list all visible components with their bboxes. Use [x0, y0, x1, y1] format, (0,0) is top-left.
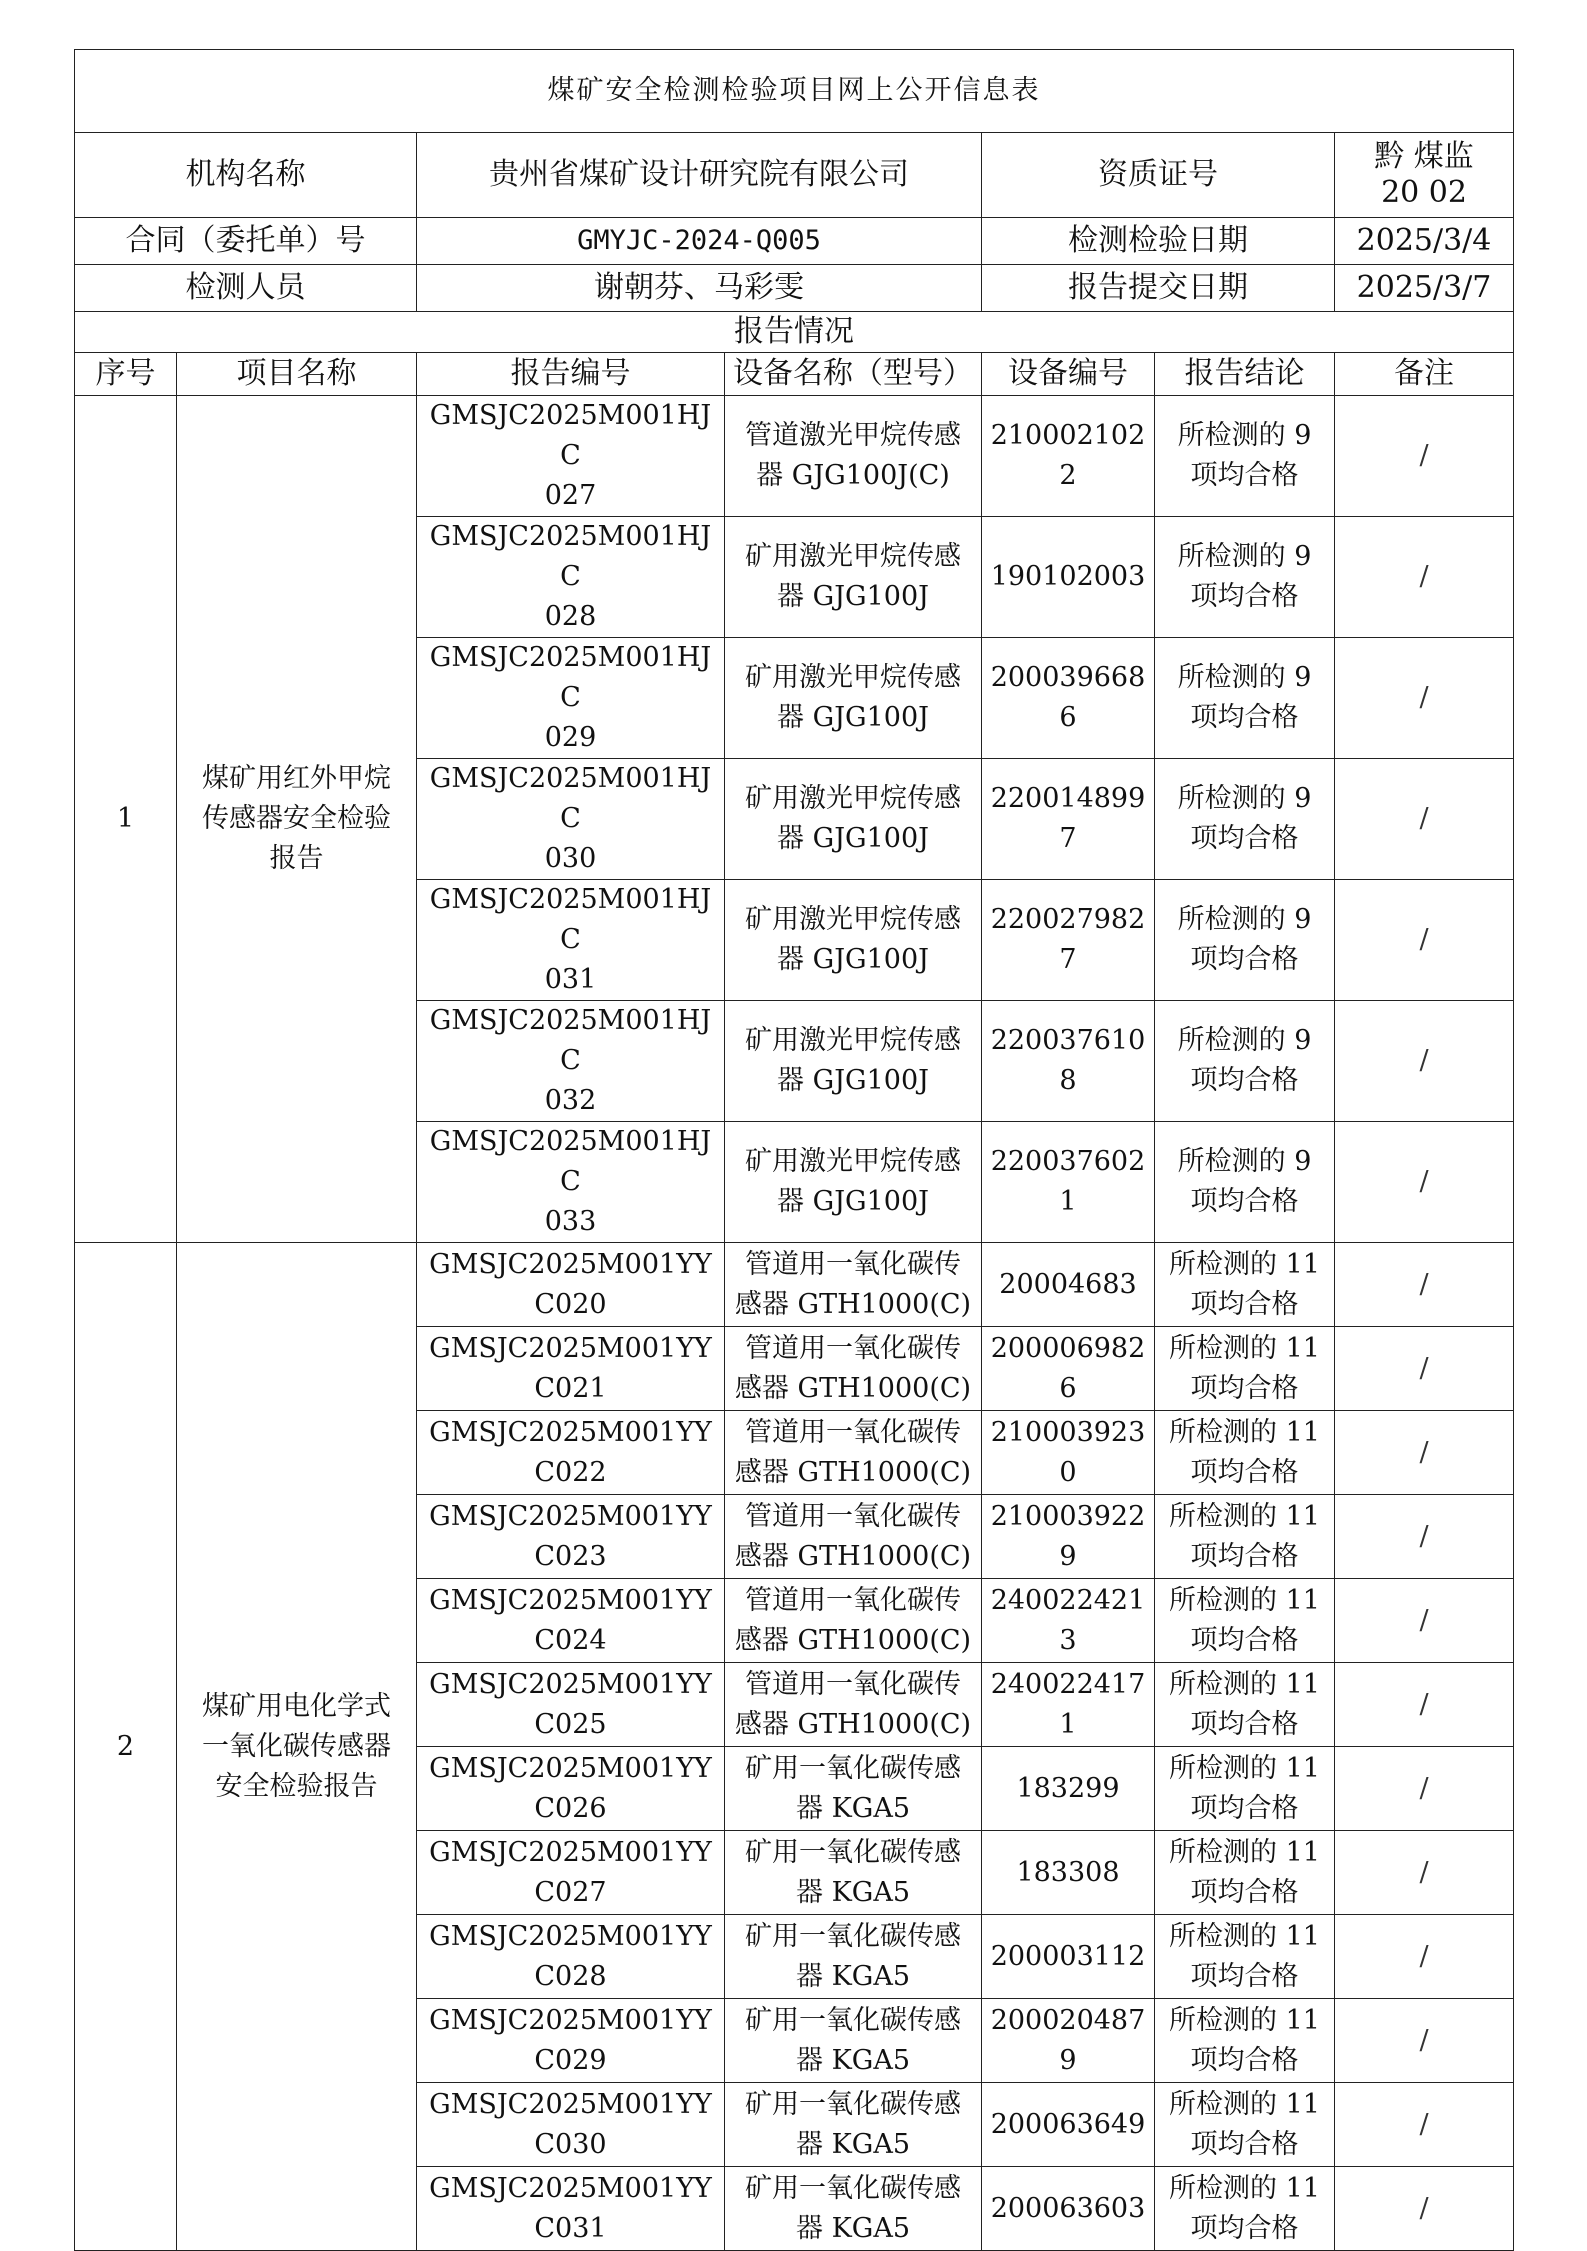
col-header-conclusion: 报告结论 [1155, 353, 1335, 396]
project-name-cell-line: 一氧化碳传感器 [202, 1730, 391, 1762]
report-no-cell [417, 2083, 725, 2167]
contract-value: GMYJC-2024-Q005 [417, 218, 982, 265]
device-name-cell-line: 器 GJG100J [777, 1065, 929, 1096]
seq-cell: 2 [75, 1243, 177, 2251]
report-no-cell-line: GMSJC2025M001HJC [429, 763, 712, 834]
report-no-cell [417, 1915, 725, 1999]
device-name-cell-line: 矿用一氧化碳传感 [745, 2004, 961, 2036]
conclusion-cell [1155, 1831, 1335, 1915]
note-cell: / [1335, 638, 1514, 759]
seq-cell: 1 [75, 396, 177, 1243]
device-no-cell: 2100021022 [982, 396, 1155, 517]
conclusion-cell [1155, 1327, 1335, 1411]
device-name-cell [725, 1579, 982, 1663]
conclusion-cell-line: 项均合格 [1190, 2212, 1299, 2244]
note-cell: / [1335, 1411, 1514, 1495]
conclusion-cell-line: 项均合格 [1190, 1876, 1299, 1908]
device-name-cell-line: 器 KGA5 [796, 1960, 910, 1992]
conclusion-cell [1155, 1243, 1335, 1327]
conclusion-cell [1155, 638, 1335, 759]
report-no-cell-line: C027 [534, 1876, 607, 1908]
report-no-cell [417, 1999, 725, 2083]
report-no-cell [417, 1122, 725, 1243]
conclusion-cell-line: 项均合格 [1190, 1372, 1299, 1404]
report-no-cell [417, 1579, 725, 1663]
note-cell: / [1335, 1327, 1514, 1411]
report-no-cell-line: C024 [534, 1624, 607, 1656]
device-name-cell-line: 矿用一氧化碳传感 [745, 2088, 961, 2120]
device-no-cell: 2200376108 [982, 1001, 1155, 1122]
col-header-note: 备注 [1335, 353, 1514, 396]
device-name-cell [725, 759, 982, 880]
report-no-cell-line: 028 [544, 601, 597, 632]
cert-value [1335, 133, 1514, 218]
device-name-cell-line: 矿用一氧化碳传感 [745, 1752, 961, 1784]
conclusion-cell-line: 所检测的 11 [1169, 1752, 1320, 1784]
device-name-cell-line: 器 GJG100J(C) [756, 460, 950, 491]
note-cell: / [1335, 1495, 1514, 1579]
org-value: 贵州省煤矿设计研究院有限公司 [417, 133, 982, 218]
report-no-cell-line: C021 [534, 1372, 607, 1404]
conclusion-cell-line: 项均合格 [1190, 581, 1299, 612]
device-name-cell-line: 矿用激光甲烷传感 [745, 904, 961, 935]
device-name-cell-line: 感器 GTH1000(C) [734, 1540, 972, 1572]
report-no-cell [417, 880, 725, 1001]
device-name-cell [725, 1327, 982, 1411]
device-name-cell-line: 感器 GTH1000(C) [734, 1456, 972, 1488]
device-name-cell-line: 器 KGA5 [796, 2212, 910, 2244]
device-name-cell-line: 管道用一氧化碳传 [745, 1584, 961, 1616]
device-name-cell [725, 1411, 982, 1495]
device-name-cell [725, 1915, 982, 1999]
report-no-cell-line: 032 [544, 1085, 597, 1116]
section-heading: 报告情况 [75, 312, 1514, 353]
note-cell: / [1335, 1831, 1514, 1915]
device-name-cell-line: 感器 GTH1000(C) [734, 1624, 972, 1656]
device-name-cell-line: 矿用一氧化碳传感 [745, 1920, 961, 1952]
conclusion-cell-line: 项均合格 [1190, 823, 1299, 854]
conclusion-cell [1155, 880, 1335, 1001]
device-name-cell-line: 器 GJG100J [777, 944, 929, 975]
org-label: 机构名称 [75, 133, 417, 218]
report-no-cell [417, 2167, 725, 2251]
device-name-cell [725, 1243, 982, 1327]
conclusion-cell-line: 所检测的 9 [1177, 1025, 1312, 1056]
conclusion-cell-line: 所检测的 11 [1169, 2172, 1320, 2204]
device-name-cell-line: 管道用一氧化碳传 [745, 1248, 961, 1280]
device-name-cell [725, 517, 982, 638]
device-no-cell: 2200148997 [982, 759, 1155, 880]
conclusion-cell-line: 所检测的 9 [1177, 783, 1312, 814]
note-cell: / [1335, 1243, 1514, 1327]
conclusion-cell [1155, 396, 1335, 517]
device-name-cell [725, 880, 982, 1001]
col-header-project: 项目名称 [177, 353, 417, 396]
conclusion-cell-line: 项均合格 [1190, 2128, 1299, 2160]
project-name-cell-line: 传感器安全检验 [202, 803, 391, 834]
conclusion-cell-line: 项均合格 [1190, 1792, 1299, 1824]
col-header-device: 设备名称（型号） [725, 353, 982, 396]
device-name-cell [725, 638, 982, 759]
conclusion-cell-line: 项均合格 [1190, 1186, 1299, 1217]
report-no-cell-line: C023 [534, 1540, 607, 1572]
report-no-cell-line: GMSJC2025M001YY [429, 1920, 712, 1952]
report-no-cell-line: 027 [544, 480, 597, 511]
report-no-cell-line: C030 [534, 2128, 607, 2160]
conclusion-cell [1155, 1495, 1335, 1579]
report-no-cell [417, 396, 725, 517]
conclusion-cell-line: 所检测的 11 [1169, 1920, 1320, 1952]
report-no-cell [417, 1243, 725, 1327]
project-name-cell-line: 报告 [269, 843, 324, 874]
device-name-cell [725, 1122, 982, 1243]
conclusion-cell-line: 所检测的 11 [1169, 1668, 1320, 1700]
cert-value-line2: 20 02 [1381, 175, 1467, 210]
device-no-cell: 2000204879 [982, 1999, 1155, 2083]
conclusion-cell [1155, 1747, 1335, 1831]
cert-label: 资质证号 [982, 133, 1335, 218]
report-no-cell-line: C028 [534, 1960, 607, 1992]
device-no-cell: 190102003 [982, 517, 1155, 638]
report-no-cell [417, 1411, 725, 1495]
device-name-cell-line: 感器 GTH1000(C) [734, 1708, 972, 1740]
device-no-cell: 2200279827 [982, 880, 1155, 1001]
conclusion-cell [1155, 1999, 1335, 2083]
project-name-cell-line: 煤矿用电化学式 [202, 1690, 391, 1722]
device-name-cell [725, 1999, 982, 2083]
project-name-cell [177, 396, 417, 1243]
conclusion-cell [1155, 1915, 1335, 1999]
report-no-cell-line: C022 [534, 1456, 607, 1488]
device-name-cell-line: 器 KGA5 [796, 1792, 910, 1824]
note-cell: / [1335, 759, 1514, 880]
report-no-cell-line: GMSJC2025M001HJC [429, 884, 712, 955]
submit-date-label: 报告提交日期 [982, 265, 1335, 312]
report-no-cell-line: 033 [544, 1206, 597, 1237]
device-no-cell: 2400224213 [982, 1579, 1155, 1663]
device-no-cell: 2400224171 [982, 1663, 1155, 1747]
conclusion-cell-line: 项均合格 [1190, 1540, 1299, 1572]
staff-value: 谢朝芬、马彩雯 [417, 265, 982, 312]
table-row [75, 1243, 1514, 1327]
note-cell: / [1335, 1001, 1514, 1122]
device-name-cell-line: 矿用激光甲烷传感 [745, 783, 961, 814]
test-date-value: 2025/3/4 [1335, 218, 1514, 265]
col-header-device-no: 设备编号 [982, 353, 1155, 396]
col-header-seq: 序号 [75, 353, 177, 396]
staff-label: 检测人员 [75, 265, 417, 312]
conclusion-cell-line: 项均合格 [1190, 1708, 1299, 1740]
note-cell: / [1335, 1999, 1514, 2083]
note-cell: / [1335, 1122, 1514, 1243]
page-title: 煤矿安全检测检验项目网上公开信息表 [75, 50, 1514, 133]
device-name-cell-line: 矿用激光甲烷传感 [745, 662, 961, 693]
conclusion-cell [1155, 2083, 1335, 2167]
device-name-cell [725, 2083, 982, 2167]
report-no-cell-line: GMSJC2025M001YY [429, 1332, 712, 1364]
report-no-cell-line: GMSJC2025M001YY [429, 2088, 712, 2120]
report-no-cell-line: GMSJC2025M001HJC [429, 521, 712, 592]
report-no-cell-line: GMSJC2025M001YY [429, 1248, 712, 1280]
device-name-cell-line: 器 GJG100J [777, 702, 929, 733]
project-name-cell-line: 安全检验报告 [215, 1770, 378, 1802]
conclusion-cell-line: 项均合格 [1190, 1624, 1299, 1656]
conclusion-cell-line: 所检测的 11 [1169, 1836, 1320, 1868]
report-no-cell-line: GMSJC2025M001YY [429, 1584, 712, 1616]
report-no-cell-line: GMSJC2025M001YY [429, 1668, 712, 1700]
device-no-cell: 2200376021 [982, 1122, 1155, 1243]
device-no-cell: 183299 [982, 1747, 1155, 1831]
conclusion-cell-line: 所检测的 9 [1177, 420, 1312, 451]
report-no-cell [417, 1663, 725, 1747]
report-no-cell-line: 030 [544, 843, 597, 874]
conclusion-cell-line: 所检测的 9 [1177, 541, 1312, 572]
device-name-cell-line: 管道用一氧化碳传 [745, 1668, 961, 1700]
device-name-cell [725, 1831, 982, 1915]
report-no-cell-line: C020 [534, 1288, 607, 1320]
column-header-row [75, 353, 1514, 396]
report-no-cell-line: GMSJC2025M001YY [429, 1500, 712, 1532]
contract-label: 合同（委托单）号 [75, 218, 417, 265]
device-name-cell-line: 器 GJG100J [777, 581, 929, 612]
device-name-cell [725, 1663, 982, 1747]
device-name-cell-line: 矿用一氧化碳传感 [745, 2172, 961, 2204]
cert-value-line1: 黔 煤监 [1374, 139, 1474, 174]
conclusion-cell-line: 所检测的 11 [1169, 1500, 1320, 1532]
note-cell: / [1335, 1747, 1514, 1831]
device-name-cell-line: 矿用激光甲烷传感 [745, 1025, 961, 1056]
device-name-cell-line: 感器 GTH1000(C) [734, 1288, 972, 1320]
device-no-cell: 2100039229 [982, 1495, 1155, 1579]
report-no-cell-line: C029 [534, 2044, 607, 2076]
conclusion-cell-line: 项均合格 [1190, 1065, 1299, 1096]
report-no-cell-line: GMSJC2025M001YY [429, 1836, 712, 1868]
test-date-label: 检测检验日期 [982, 218, 1335, 265]
report-no-cell-line: C025 [534, 1708, 607, 1740]
conclusion-cell-line: 项均合格 [1190, 702, 1299, 733]
conclusion-cell [1155, 2167, 1335, 2251]
device-no-cell: 2000069826 [982, 1327, 1155, 1411]
report-no-cell-line: 029 [544, 722, 597, 753]
conclusion-cell-line: 所检测的 11 [1169, 2004, 1320, 2036]
device-name-cell-line: 器 KGA5 [796, 2044, 910, 2076]
device-name-cell-line: 矿用激光甲烷传感 [745, 1146, 961, 1177]
conclusion-cell [1155, 1663, 1335, 1747]
report-no-cell-line: 031 [544, 964, 597, 995]
report-no-cell [417, 1001, 725, 1122]
report-no-cell [417, 517, 725, 638]
device-no-cell: 183308 [982, 1831, 1155, 1915]
device-no-cell: 2000396686 [982, 638, 1155, 759]
project-name-cell-line: 煤矿用红外甲烷 [202, 763, 391, 794]
device-name-cell-line: 管道用一氧化碳传 [745, 1332, 961, 1364]
report-no-cell [417, 638, 725, 759]
report-no-cell-line: GMSJC2025M001HJC [429, 400, 712, 471]
report-no-cell [417, 1327, 725, 1411]
report-no-cell-line: C026 [534, 1792, 607, 1824]
device-name-cell-line: 器 KGA5 [796, 1876, 910, 1908]
conclusion-cell [1155, 1579, 1335, 1663]
device-no-cell: 20004683 [982, 1243, 1155, 1327]
table-row [75, 396, 1514, 517]
conclusion-cell-line: 所检测的 11 [1169, 1332, 1320, 1364]
device-name-cell-line: 器 GJG100J [777, 823, 929, 854]
note-cell: / [1335, 1579, 1514, 1663]
report-no-cell [417, 1747, 725, 1831]
device-no-cell: 2100039230 [982, 1411, 1155, 1495]
report-no-cell-line: GMSJC2025M001YY [429, 2004, 712, 2036]
device-no-cell: 200063603 [982, 2167, 1155, 2251]
device-name-cell-line: 管道用一氧化碳传 [745, 1500, 961, 1532]
device-name-cell-line: 感器 GTH1000(C) [734, 1372, 972, 1404]
device-name-cell-line: 器 KGA5 [796, 2128, 910, 2160]
conclusion-cell [1155, 1001, 1335, 1122]
conclusion-cell-line: 所检测的 9 [1177, 904, 1312, 935]
note-cell: / [1335, 2167, 1514, 2251]
report-no-cell-line: C031 [534, 2212, 607, 2244]
conclusion-cell-line: 所检测的 9 [1177, 662, 1312, 693]
report-no-cell-line: GMSJC2025M001HJC [429, 642, 712, 713]
report-no-cell [417, 1831, 725, 1915]
conclusion-cell [1155, 1411, 1335, 1495]
device-name-cell-line: 矿用一氧化碳传感 [745, 1836, 961, 1868]
submit-date-value: 2025/3/7 [1335, 265, 1514, 312]
report-no-cell [417, 1495, 725, 1579]
col-header-report-no: 报告编号 [417, 353, 725, 396]
report-no-cell-line: GMSJC2025M001HJC [429, 1005, 712, 1076]
report-no-cell-line: GMSJC2025M001YY [429, 1416, 712, 1448]
device-name-cell [725, 396, 982, 517]
conclusion-cell-line: 项均合格 [1190, 1288, 1299, 1320]
device-name-cell [725, 2167, 982, 2251]
conclusion-cell [1155, 1122, 1335, 1243]
project-name-cell [177, 1243, 417, 2251]
conclusion-cell-line: 项均合格 [1190, 1456, 1299, 1488]
conclusion-cell-line: 所检测的 11 [1169, 1416, 1320, 1448]
note-cell: / [1335, 880, 1514, 1001]
note-cell: / [1335, 396, 1514, 517]
conclusion-cell [1155, 517, 1335, 638]
report-no-cell-line: GMSJC2025M001YY [429, 1752, 712, 1784]
device-name-cell-line: 矿用激光甲烷传感 [745, 541, 961, 572]
note-cell: / [1335, 1915, 1514, 1999]
device-name-cell-line: 器 GJG100J [777, 1186, 929, 1217]
conclusion-cell-line: 项均合格 [1190, 944, 1299, 975]
device-no-cell: 200063649 [982, 2083, 1155, 2167]
device-name-cell-line: 管道用一氧化碳传 [745, 1416, 961, 1448]
conclusion-cell-line: 项均合格 [1190, 1960, 1299, 1992]
device-name-cell [725, 1495, 982, 1579]
report-no-cell-line: GMSJC2025M001HJC [429, 1126, 712, 1197]
device-name-cell-line: 管道激光甲烷传感 [745, 420, 961, 451]
note-cell: / [1335, 517, 1514, 638]
conclusion-cell-line: 所检测的 11 [1169, 2088, 1320, 2120]
conclusion-cell-line: 所检测的 11 [1169, 1584, 1320, 1616]
report-no-cell-line: GMSJC2025M001YY [429, 2172, 712, 2204]
conclusion-cell [1155, 759, 1335, 880]
note-cell: / [1335, 1663, 1514, 1747]
conclusion-cell-line: 项均合格 [1190, 460, 1299, 491]
conclusion-cell-line: 所检测的 9 [1177, 1146, 1312, 1177]
report-no-cell [417, 759, 725, 880]
device-no-cell: 200003112 [982, 1915, 1155, 1999]
conclusion-cell-line: 项均合格 [1190, 2044, 1299, 2076]
note-cell: / [1335, 2083, 1514, 2167]
device-name-cell [725, 1001, 982, 1122]
conclusion-cell-line: 所检测的 11 [1169, 1248, 1320, 1280]
info-table [74, 49, 1514, 2251]
device-name-cell [725, 1747, 982, 1831]
